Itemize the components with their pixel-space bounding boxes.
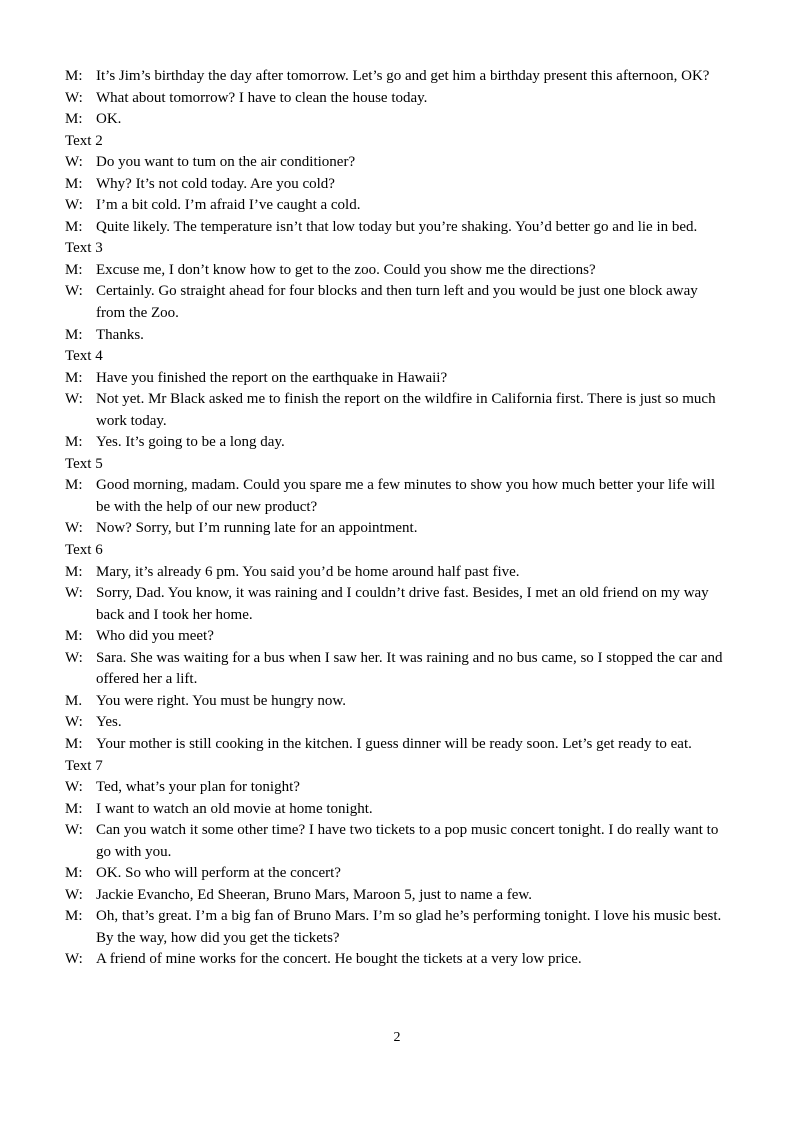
dialogue-line	[65, 626, 730, 648]
utterance-text: Yes.	[96, 714, 122, 731]
utterance-text: Have you finished the report on the earthquake in Hawaii?	[96, 369, 448, 386]
utterance-text: Excuse me, I don’t know how to get to the zoo. Could you show me the directions?	[96, 261, 596, 278]
utterance-text: Sorry, Dad. You know, it was raining and I couldn’t drive fast. Besides, I met an old friend on my way back and I took her home.	[96, 585, 709, 623]
dialogue-line	[65, 712, 730, 734]
dialogue-line	[65, 66, 730, 88]
utterance-text: Who did you meet?	[96, 628, 214, 645]
speaker-label: W:	[65, 154, 83, 171]
speaker-label: W:	[65, 779, 83, 796]
speaker-label: W:	[65, 585, 83, 602]
utterance-text: OK. So who will perform at the concert?	[96, 865, 341, 882]
dialogue-line	[65, 368, 730, 390]
dialogue-line	[65, 475, 730, 518]
section-heading: Text 5	[65, 455, 103, 472]
section-heading: Text 7	[65, 757, 103, 774]
utterance-text: Your mother is still cooking in the kitchen. I guess dinner will be ready soon. Let’s get ready to eat.	[96, 735, 692, 752]
utterance-text: Oh, that’s great. I’m a big fan of Bruno Mars. I’m so glad he’s performing tonight. I love his music best. By the way, how did you get the tickets?	[96, 908, 722, 946]
speaker-label: M:	[65, 369, 83, 386]
speaker-label: W:	[65, 649, 83, 666]
dialogue-line	[65, 109, 730, 131]
utterance-text: Can you watch it some other time? I have two tickets to a pop music concert tonight. I do really want to go with you.	[96, 822, 719, 860]
utterance-text: Quite likely. The temperature isn’t that low today but you’re shaking. You’d better go and lie in bed.	[96, 218, 698, 235]
utterance-text: Ted, what’s your plan for tonight?	[96, 779, 300, 796]
section-heading: Text 4	[65, 348, 103, 365]
utterance-text: Not yet. Mr Black asked me to finish the report on the wildfire in California first. There is just so much work today.	[96, 391, 716, 429]
dialogue-line	[65, 325, 730, 347]
speaker-label: W:	[65, 391, 83, 408]
speaker-label: M:	[65, 865, 83, 882]
dialogue-line	[65, 88, 730, 110]
speaker-label: W:	[65, 520, 83, 537]
dialogue-line	[65, 152, 730, 174]
section-heading: Text 6	[65, 542, 103, 559]
speaker-label: M:	[65, 218, 83, 235]
section-heading: Text 3	[65, 240, 103, 257]
dialogue-line	[65, 885, 730, 907]
dialogue-line	[65, 949, 730, 971]
speaker-label: M:	[65, 111, 83, 128]
speaker-label: W:	[65, 822, 83, 839]
utterance-text: I’m a bit cold. I’m afraid I’ve caught a cold.	[96, 197, 361, 214]
speaker-label: M:	[65, 908, 83, 925]
dialogue-line	[65, 906, 730, 949]
dialogue-line	[65, 518, 730, 540]
utterance-text: Thanks.	[96, 326, 144, 343]
utterance-text: A friend of mine works for the concert. He bought the tickets at a very low price.	[96, 951, 582, 968]
speaker-label: M:	[65, 477, 83, 494]
utterance-text: You were right. You must be hungry now.	[96, 692, 347, 709]
dialogue-line	[65, 217, 730, 239]
speaker-label: M.	[65, 692, 83, 709]
utterance-text: Jackie Evancho, Ed Sheeran, Bruno Mars, Maroon 5, just to name a few.	[96, 886, 532, 903]
dialogue-line	[65, 820, 730, 863]
transcript-body	[65, 66, 730, 971]
utterance-text: Sara. She was waiting for a bus when I saw her. It was raining and no bus came, so I stopped the car and offered her a lift.	[96, 649, 723, 688]
speaker-label: W:	[65, 89, 83, 106]
speaker-label: M:	[65, 434, 83, 451]
speaker-label: M:	[65, 800, 83, 817]
dialogue-line	[65, 281, 730, 324]
utterance-text: Do you want to tum on the air conditioner?	[96, 154, 356, 171]
dialogue-line	[65, 174, 730, 196]
speaker-label: W:	[65, 283, 83, 300]
speaker-label: M:	[65, 628, 83, 645]
speaker-label: W:	[65, 197, 83, 214]
dialogue-line	[65, 648, 730, 691]
utterance-text: OK.	[96, 111, 122, 128]
speaker-label: W:	[65, 951, 83, 968]
speaker-label: M:	[65, 68, 83, 84]
utterance-text: It’s Jim’s birthday the day after tomorrow. Let’s go and get him a birthday present this afternoon, OK?	[96, 68, 710, 84]
speaker-label: M:	[65, 326, 83, 343]
dialogue-line	[65, 260, 730, 282]
utterance-text: I want to watch an old movie at home tonight.	[96, 800, 373, 817]
dialogue-line	[65, 863, 730, 885]
dialogue-line	[65, 799, 730, 821]
utterance-text: Now? Sorry, but I’m running late for an appointment.	[96, 520, 418, 537]
dialogue-line	[65, 389, 730, 432]
section-heading: Text 2	[65, 132, 103, 149]
dialogue-line	[65, 777, 730, 799]
dialogue-line	[65, 562, 730, 584]
utterance-text: Why? It’s not cold today. Are you cold?	[96, 175, 335, 192]
utterance-text: What about tomorrow? I have to clean the house today.	[96, 89, 428, 106]
dialogue-line	[65, 432, 730, 454]
dialogue-line	[65, 195, 730, 217]
utterance-text: Good morning, madam. Could you spare me a few minutes to show you how much better your life will be with the help of our new product?	[96, 477, 716, 515]
utterance-text: Mary, it’s already 6 pm. You said you’d be home around half past five.	[96, 563, 520, 580]
speaker-label: M:	[65, 175, 83, 192]
utterance-text: Certainly. Go straight ahead for four blocks and then turn left and you would be just one block away from the Zoo.	[96, 283, 698, 322]
dialogue-line	[65, 583, 730, 626]
speaker-label: W:	[65, 886, 83, 903]
dialogue-line	[65, 691, 730, 713]
dialogue-line	[65, 734, 730, 756]
speaker-label: W:	[65, 714, 83, 731]
speaker-label: M:	[65, 563, 83, 580]
speaker-label: M:	[65, 261, 83, 278]
page-number: 2	[393, 1030, 401, 1045]
speaker-label: M:	[65, 735, 83, 752]
utterance-text: Yes. It’s going to be a long day.	[96, 434, 285, 451]
